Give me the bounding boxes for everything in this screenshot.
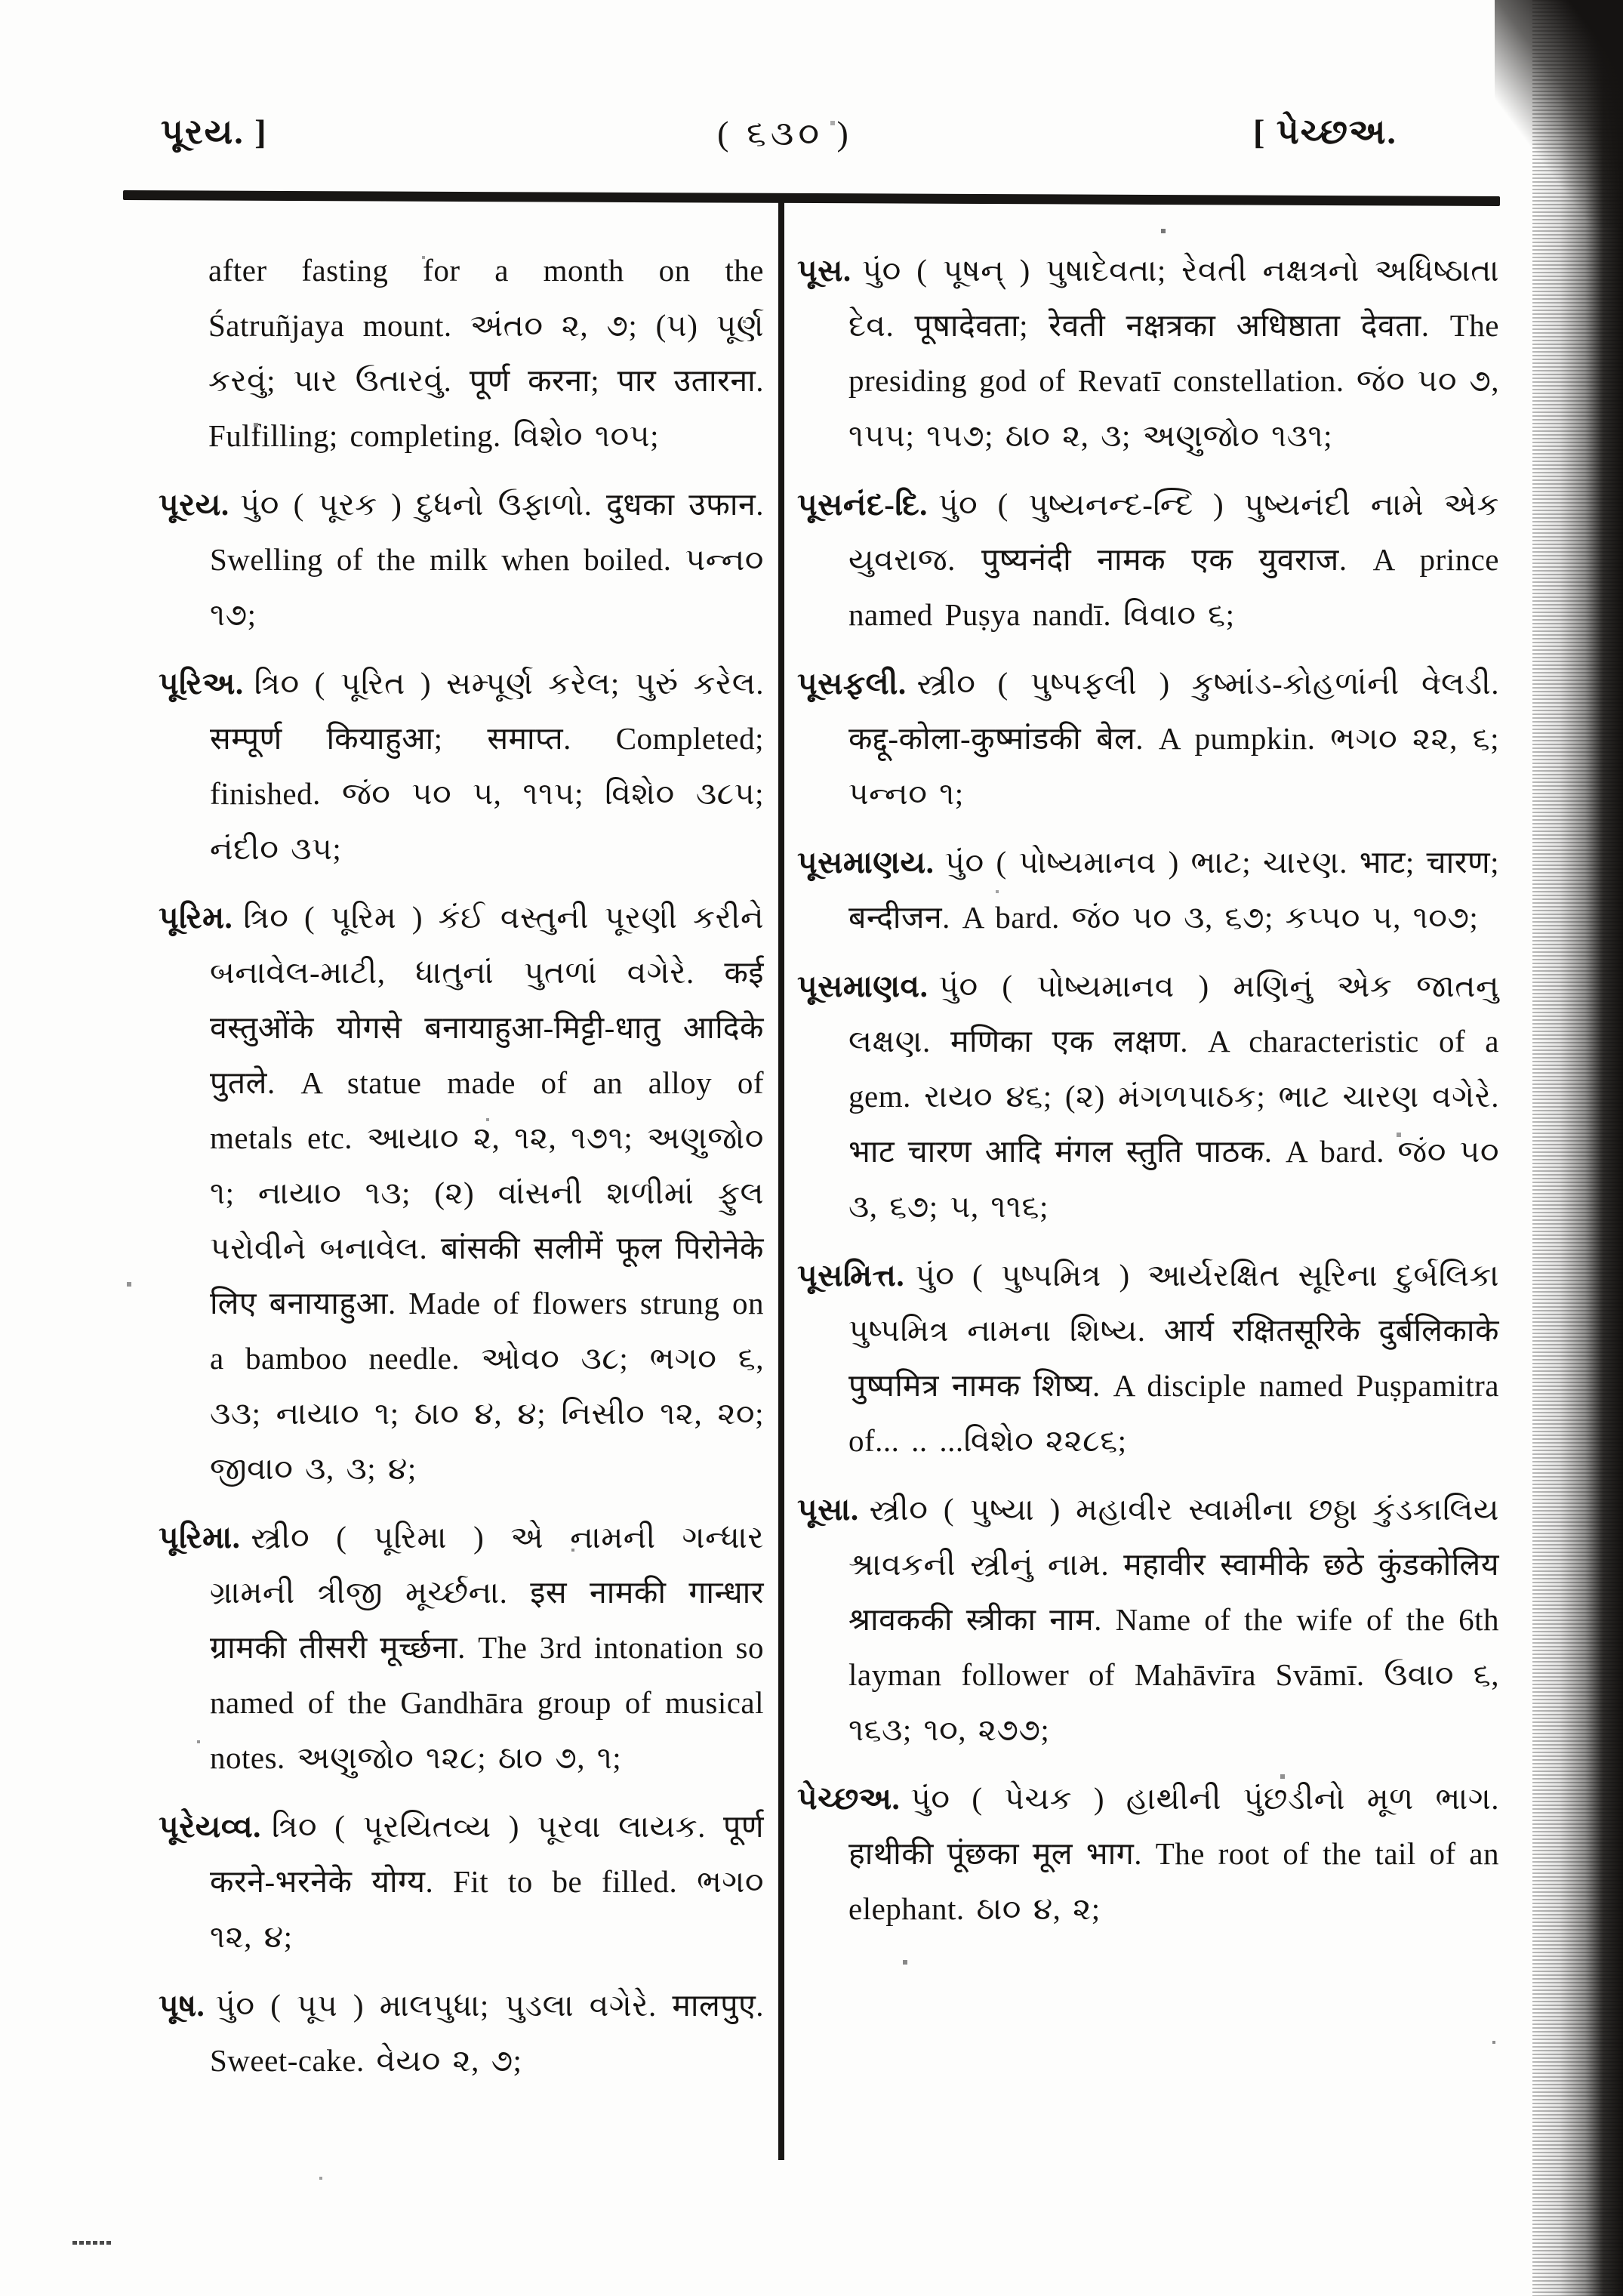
entry-headword: પૂરિમા. xyxy=(159,1520,241,1555)
dictionary-entry xyxy=(797,477,1499,643)
dictionary-entry xyxy=(159,1799,764,1965)
column-divider-rule xyxy=(778,197,784,2160)
entry-body: પું૦ ( પૂરક ) દુધનો ઉફાળો. दुधका उफान. Swelling of the milk when boiled. પન્ન૦ ૧૭; xyxy=(210,487,764,632)
entry-headword: પૂરિઅ. xyxy=(159,666,244,701)
entry-headword: પૂરય. xyxy=(159,487,229,522)
dictionary-entry xyxy=(159,1978,764,2088)
entry-body: પું૦ ( પૂપ ) માલપુધા; પુડલા વગેરે. मालपुए. Sweet-cake. વેય૦ ૨, ૭; xyxy=(210,1988,764,2078)
scan-speckles xyxy=(0,0,2,2)
entry-headword: પૂસમાણય. xyxy=(797,845,935,880)
header-right-catchword: [ પેચ્છઅ. xyxy=(1253,112,1397,151)
bottom-left-scan-mark xyxy=(72,2241,112,2245)
scan-edge-band xyxy=(1532,0,1623,2296)
entry-body: સ્ત્રી૦ ( પુષ્યા ) મહાવીર સ્વામીના છઠ્ઠા કુંડકાલિય શ્રાવકની સ્ત્રીનું નામ. महावीर स्वामीके छठे कुंडकोलिय श्रावककी स्त्रीका नाम. Name of the wife of the 6th layman follower of Mahāvīra Svāmī. ઉવા૦ ૬, ૧૬૩; ૧૦, ૨૭૭; xyxy=(848,1492,1499,1747)
entry-body: પું૦ ( પોષ્યમાનવ ) મણિનું એક જાતનુ લક્ષણ. मणिका एक लक्षण. A characteristic of a gem. રાય૦ ૪૬; (૨) મંગળપાઠક; ભાટ ચારણ વગેરે. भाट चारण आदि मंगल स्तुति पाठक. A bard. જં૦ ૫૦ ૩, ૬૭; ૫, ૧૧૬; xyxy=(848,969,1499,1224)
header-page-number: ( ૬૩૦ ) xyxy=(717,114,853,153)
entry-headword: પૂસમિત્ત. xyxy=(797,1258,905,1293)
dictionary-entry xyxy=(159,656,764,877)
entry-body: સ્ત્રી૦ ( પુષ્પફલી ) કુષ્માંડ-કોહળાંની વેલડી. कद्दू-कोला-कुष्मांडकी बेल. A pumpkin. ભગ૦ ૨૨, ૬; પન્ન૦ ૧; xyxy=(848,666,1499,811)
entry-body: પું૦ ( પુષ્પમિત્ર ) આર્યરક્ષિત સૂરિના દુર્બલિકા પુષ્પમિત્ર નામના શિષ્ય. आर्य रक्षितसूरिके दुर्बलिकाके पुष्पमित्र नामक शिष्य. A disciple named Puṣpamitra of... .. ...વિશે૦ ૨૨૮૬; xyxy=(848,1258,1499,1458)
entry-continuation: after fasting for a month on the Śatruñjaya mount. અંત૦ ૨, ૭; (૫) પૂર્ણ કરવું; પાર ઉતારવું. पूर्ण करना; पार उतारना. Fulfilling; completing. વિશે૦ ૧૦૫; xyxy=(208,253,764,453)
dictionary-entry xyxy=(797,656,1499,821)
entry-headword: પૂસનંદ-દિ. xyxy=(797,487,928,522)
entry-headword: પૂસમાણવ. xyxy=(797,969,929,1003)
dictionary-entry xyxy=(797,835,1499,945)
scan-corner-blob xyxy=(1495,0,1623,227)
dictionary-entry xyxy=(797,1771,1499,1937)
dictionary-entry xyxy=(159,1510,764,1786)
entry-body: સ્ત્રી૦ ( પૂરિમા ) એ નામની ગન્ધાર ગ્રામની ત્રીજી મૂર્ચ્છના. इस नामकी गान्धार ग्रामकी तीसरी मूर्च्छना. The 3rd intonation so named of the Gandhāra group of musical notes. અણુજો૦ ૧૨૮; ઠા૦ ૭, ૧; xyxy=(210,1520,764,1775)
entry-headword: પૂરેયવ્વ. xyxy=(159,1809,261,1844)
entry-body: પું૦ ( પુષ્યનન્દ-ન્દિ ) પુષ્યનંદી નામે એક યુવરાજ. पुष्यनंदी नामक एक युवराज. A prince named Puṣya nandī. વિવા૦ ૬; xyxy=(848,487,1499,632)
header-left-catchword: પૂરય. ] xyxy=(161,112,268,151)
dictionary-entry xyxy=(797,1482,1499,1758)
entry-headword: પૂસફલી. xyxy=(797,666,907,701)
entry-headword: પૂષ. xyxy=(159,1988,205,2023)
entry-body: પું૦ ( પોષ્યમાનવ ) ભાટ; ચારણ. भाट; चारण; बन्दीजन. A bard. જં૦ ૫૦ ૩, ૬૭; કપ્પ૦ ૫, ૧૦૭; xyxy=(848,845,1499,935)
dictionary-entry xyxy=(159,477,764,643)
left-column xyxy=(159,243,764,2102)
dictionary-entry xyxy=(159,890,764,1496)
entry-headword: પૂસ. xyxy=(797,253,852,288)
entry-body: ત્રિ૦ ( પૂરિત ) સમ્પૂર્ણ કરેલ; પુરું કરેલ. सम्पूर्ण कियाहुआ; समाप्त. Completed; finished. જં૦ ૫૦ ૫, ૧૧૫; વિશે૦ ૩૮૫; નંદી૦ ૩૫; xyxy=(210,666,764,866)
entry-body: ત્રિ૦ ( પૂરયિતવ્ય ) પૂરવા લાયક. पूर्ण करने-भरनेके योग्य. Fit to be filled. ભગ૦ ૧૨, ૪; xyxy=(210,1809,764,1954)
entry-headword: પૂરિમ. xyxy=(159,900,233,935)
entry-headword: પૂસા. xyxy=(797,1492,859,1527)
entry-body: પું૦ ( પૂષન્ ) પુષાદેવતા; રેવતી નક્ષત્રનો અધિષ્ઠાતા દેવ. पूषादेवता; रेवती नक्षत्रका अधिष्ठाता देवता. The presiding god of Revatī constellation. જં૦ ૫૦ ૭, ૧૫૫; ૧૫૭; ઠા૦ ૨, ૩; અણુજો૦ ૧૩૧; xyxy=(848,253,1499,453)
right-column xyxy=(797,243,1499,1950)
dictionary-entry xyxy=(797,959,1499,1234)
header-rule xyxy=(123,190,1500,206)
entry-headword: પેચ્છઅ. xyxy=(797,1781,901,1816)
dictionary-entry xyxy=(797,243,1499,464)
dictionary-entry xyxy=(797,1248,1499,1469)
entry-body: પું૦ ( પેચક ) હાથીની પુંછડીનો મૂળ ભાગ. हाथीकी पूंछका मूल भाग. The root of the tail of an elephant. ઠા૦ ૪, ૨; xyxy=(848,1781,1499,1926)
entry-body: ત્રિ૦ ( પૂરિમ ) કંઈ વસ્તુની પૂરણી કરીને બનાવેલ-માટી, ધાતુનાં પુતળાં વગેરે. कई वस्तुओंके योगसे बनायाहुआ-मिट्टी-धातु आदिके पुतले. A statue made of an alloy of metals etc. આયા૦ ૨, ૧૨, ૧૭૧; અણુજો૦ ૧; નાયા૦ ૧૩; (૨) વાંસની શળીમાં ફુલ પરોવીને બનાવેલ. बांसकी सलीमें फूल पिरोनेके लिए बनायाहुआ. Made of flowers strung on a bamboo needle. ઓવ૦ ૩૮; ભગ૦ ૬, ૩૩; નાયા૦ ૧; ઠા૦ ૪, ૪; નિસી૦ ૧૨, ૨૦; જીવા૦ ૩, ૩; ૪; xyxy=(210,900,764,1486)
